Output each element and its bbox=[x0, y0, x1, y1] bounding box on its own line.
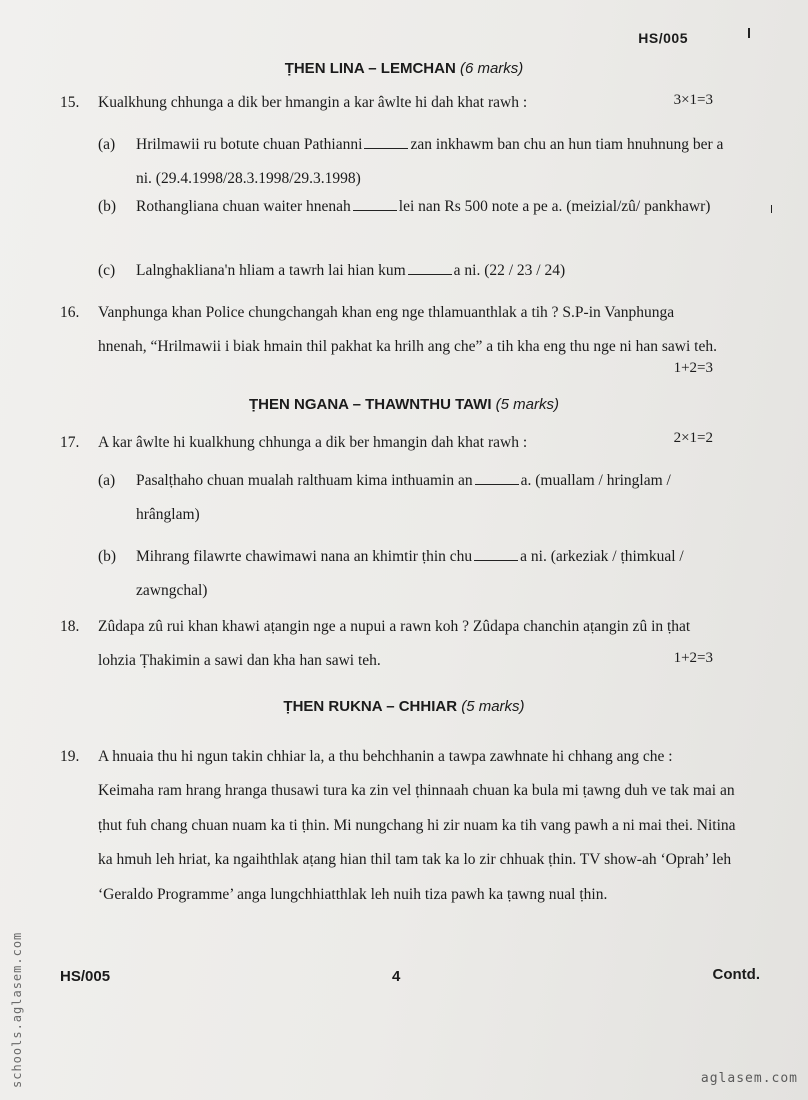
answer-blank[interactable] bbox=[474, 560, 518, 561]
reading-passage: Keimaha ram hrang hranga thusawi tura ka zin vel ṭhinnaah chuan ka bula mi ṭawng duh ve tak mai an ṭhut fuh chang chuan nuam ka ti ṭhin. Mi nungchang hi zir nuam ka tih vang pawh a ni mai thei. Nitina ka hmuh leh hriat, ka ngaihthlak aṭang hian thil tam tak ka lo zir chhuak ṭhin. TV show-ah ‘Oprah’ leh ‘Geraldo Programme’ anga lungchhiatthlak leh nuih tiza pawh ka ṭawng nual ṭhin. bbox=[98, 782, 736, 903]
question-number: 16. bbox=[60, 304, 80, 321]
question-text: Zûdapa zû rui khan khawi aṭangin nge a nupui a rawn koh ? Zûdapa chanchin aṭangin zû in ṭhat lohzia Ṭhakimin a sawi dan kha han sawi teh. bbox=[98, 618, 691, 669]
sub-label: (b) bbox=[98, 198, 117, 215]
footer-paper-code: HS/005 bbox=[60, 968, 111, 985]
answer-blank[interactable] bbox=[353, 210, 397, 211]
score-16: 1+2=3 bbox=[673, 360, 713, 376]
question-number: 18. bbox=[60, 618, 80, 635]
side-watermark: schools.aglasem.com bbox=[10, 931, 24, 1088]
section-title-text: ṬHEN NGANA – THAWNTHU TAWI bbox=[249, 396, 492, 413]
question-16 bbox=[60, 296, 738, 364]
answer-blank[interactable] bbox=[408, 274, 452, 275]
question-text: A kar âwlte hi kualkhung chhunga a dik ber hmangin dah khat rawh : bbox=[98, 434, 528, 451]
section-title-text: ṬHEN RUKNA – CHHIAR bbox=[283, 698, 458, 715]
paper-code: HS/005 bbox=[638, 30, 688, 46]
question-15 bbox=[60, 86, 730, 120]
section-marks: (5 marks) bbox=[495, 396, 559, 413]
sub-text-post: a ni. (arkeziak / ṭhimkual / zawngchal) bbox=[136, 548, 684, 599]
section-marks: (6 marks) bbox=[459, 60, 524, 77]
question-number: 17. bbox=[60, 434, 80, 451]
page-number: 4 bbox=[392, 968, 401, 985]
section-title-text: ṬHEN LINA – LEMCHAN bbox=[284, 60, 456, 77]
margin-tick bbox=[771, 205, 772, 213]
sub-text-pre: Lalnghakliana'n hliam a tawrh lai hian kum bbox=[136, 262, 406, 279]
corner-watermark: aglasem.com bbox=[700, 1071, 798, 1086]
score-17: 2×1=2 bbox=[673, 430, 713, 446]
sub-text-post: zan inkhawm ban chu an hun tiam hnuhnung ber a ni. (29.4.1998/28.3.1998/29.3.1998) bbox=[136, 136, 724, 187]
section-title-thawnthu-tawi bbox=[0, 396, 808, 413]
sub-label: (a) bbox=[98, 136, 116, 153]
sub-text-pre: Pasalṭhaho chuan mualah ralthuam kima inthuamin an bbox=[136, 472, 473, 489]
question-15a bbox=[98, 128, 730, 196]
sub-label: (c) bbox=[98, 262, 116, 279]
question-text: Vanphunga khan Police chungchangah khan eng nge thlamuanthlak a tih ? S.P-in Vanphunga hnenah, “Hrilmawii i biak hmain thil pakhat ka hrilh ang che” a tih kha eng thu nge ni han sawi teh. bbox=[98, 304, 717, 355]
section-marks: (5 marks) bbox=[461, 698, 525, 715]
sub-label: (a) bbox=[98, 472, 116, 489]
question-18 bbox=[60, 610, 730, 678]
question-number: 19. bbox=[60, 748, 80, 765]
answer-blank[interactable] bbox=[364, 148, 408, 149]
question-17 bbox=[60, 426, 730, 460]
answer-blank[interactable] bbox=[475, 484, 519, 485]
sub-text-pre: Hrilmawii ru botute chuan Pathianni bbox=[136, 136, 363, 153]
sub-text-post: a ni. (22 / 23 / 24) bbox=[453, 262, 566, 279]
sub-label: (b) bbox=[98, 548, 117, 565]
question-text: Kualkhung chhunga a dik ber hmangin a kar âwlte hi dah khat rawh : bbox=[98, 94, 528, 111]
question-17a bbox=[98, 464, 730, 532]
question-number: 15. bbox=[60, 94, 80, 111]
question-17b bbox=[98, 540, 730, 608]
score-18: 1+2=3 bbox=[673, 650, 713, 666]
score-15: 3×1=3 bbox=[673, 92, 713, 108]
question-15c bbox=[98, 254, 730, 288]
question-19 bbox=[60, 740, 758, 774]
sub-text-post: lei nan Rs 500 note a pe a. (meizial/zû/ pankhawr) bbox=[398, 198, 711, 215]
section-title-lemchan bbox=[0, 60, 808, 77]
margin-tick bbox=[748, 28, 750, 38]
sub-text-post: a. (muallam / hringlam / hrânglam) bbox=[136, 472, 671, 523]
sub-text-pre: Mihrang filawrte chawimawi nana an khimtir ṭhin chu bbox=[136, 548, 473, 565]
section-title-chhiar bbox=[0, 698, 808, 715]
sub-text-pre: Rothangliana chuan waiter hnenah bbox=[136, 198, 351, 215]
question-15b bbox=[98, 190, 730, 224]
continued-label: Contd. bbox=[712, 966, 760, 983]
question-text: A hnuaia thu hi ngun takin chhiar la, a thu behchhanin a tawpa zawhnate hi chhang ang che : bbox=[98, 748, 673, 765]
